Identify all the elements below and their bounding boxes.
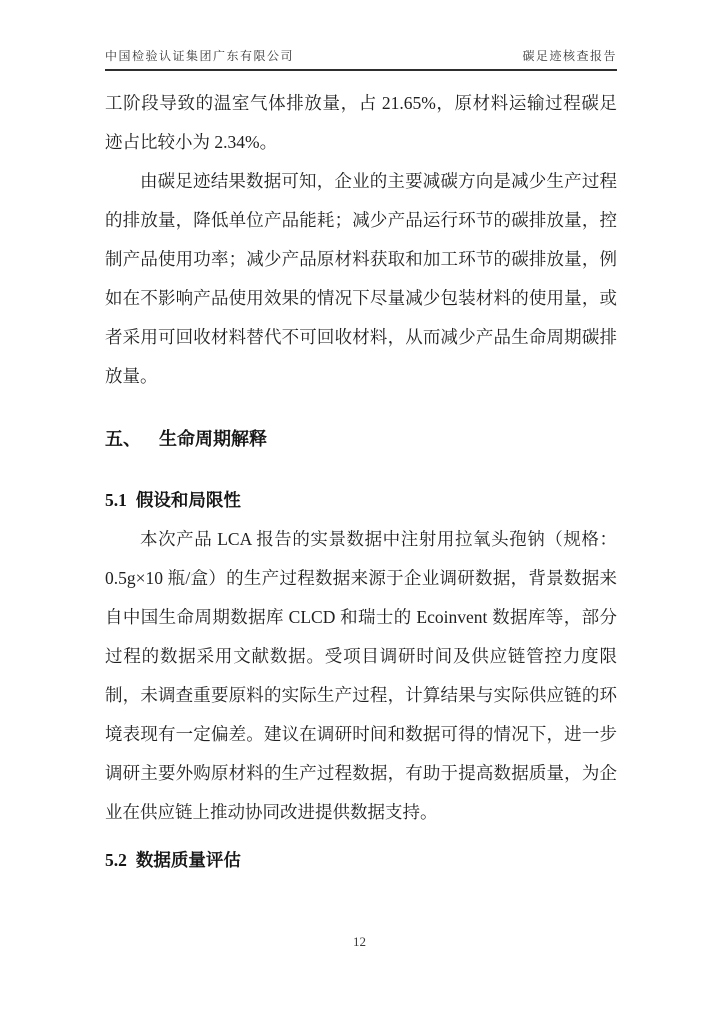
section-heading-5-2 xyxy=(105,841,617,880)
section-heading-5-title: 生命周期解释 xyxy=(159,429,267,449)
section-heading-5-1-number: 5.1 xyxy=(105,490,127,510)
page-body xyxy=(105,84,617,880)
page-number: 12 xyxy=(353,934,366,949)
page-header xyxy=(105,47,617,71)
paragraph-carryover: 工阶段导致的温室气体排放量，占 21.65%，原材料运输过程碳足迹占比较小为 2.34%。 xyxy=(105,93,617,152)
section-heading-5-1-title: 假设和局限性 xyxy=(135,490,241,510)
section-heading-5-2-title: 数据质量评估 xyxy=(135,850,241,870)
paragraph-carbon-reduction: 由碳足迹结果数据可知，企业的主要减碳方向是减少生产过程的排放量，降低单位产品能耗；减少产品运行环节的碳排放量，控制产品使用功率；减少产品原材料获取和加工环节的碳排放量，例如在不影响产品使用效果的情况下尽量减少包装材料的使用量，或者采用可回收材料替代不可回收材料，从而减少产品生命周期碳排放量。 xyxy=(105,171,617,386)
header-company-name: 中国检验认证集团广东有限公司 xyxy=(105,49,295,63)
section-heading-5-1 xyxy=(105,481,617,520)
section-heading-5 xyxy=(105,420,617,459)
section-heading-5-number: 五、 xyxy=(105,429,141,449)
page-footer xyxy=(0,934,719,950)
header-report-title: 碳足迹核查报告 xyxy=(522,49,617,63)
section-heading-5-2-number: 5.2 xyxy=(105,850,127,870)
paragraph-assumptions-limitations: 本次产品 LCA 报告的实景数据中注射用拉氧头孢钠（规格：0.5g×10 瓶/盒）的生产过程数据来源于企业调研数据，背景数据来自中国生命周期数据库 CLCD 和瑞士的 Ecoinvent 数据库等，部分过程的数据采用文献数据。受项目调研时间及供应链管控力度限制，未调查重要原料的实际生产过程，计算结果与实际供应链的环境表现有一定偏差。建议在调研时间和数据可得的情况下，进一步调研主要外购原材料的生产过程数据，有助于提高数据质量，为企业在供应链上推动协同改进提供数据支持。 xyxy=(105,529,617,822)
